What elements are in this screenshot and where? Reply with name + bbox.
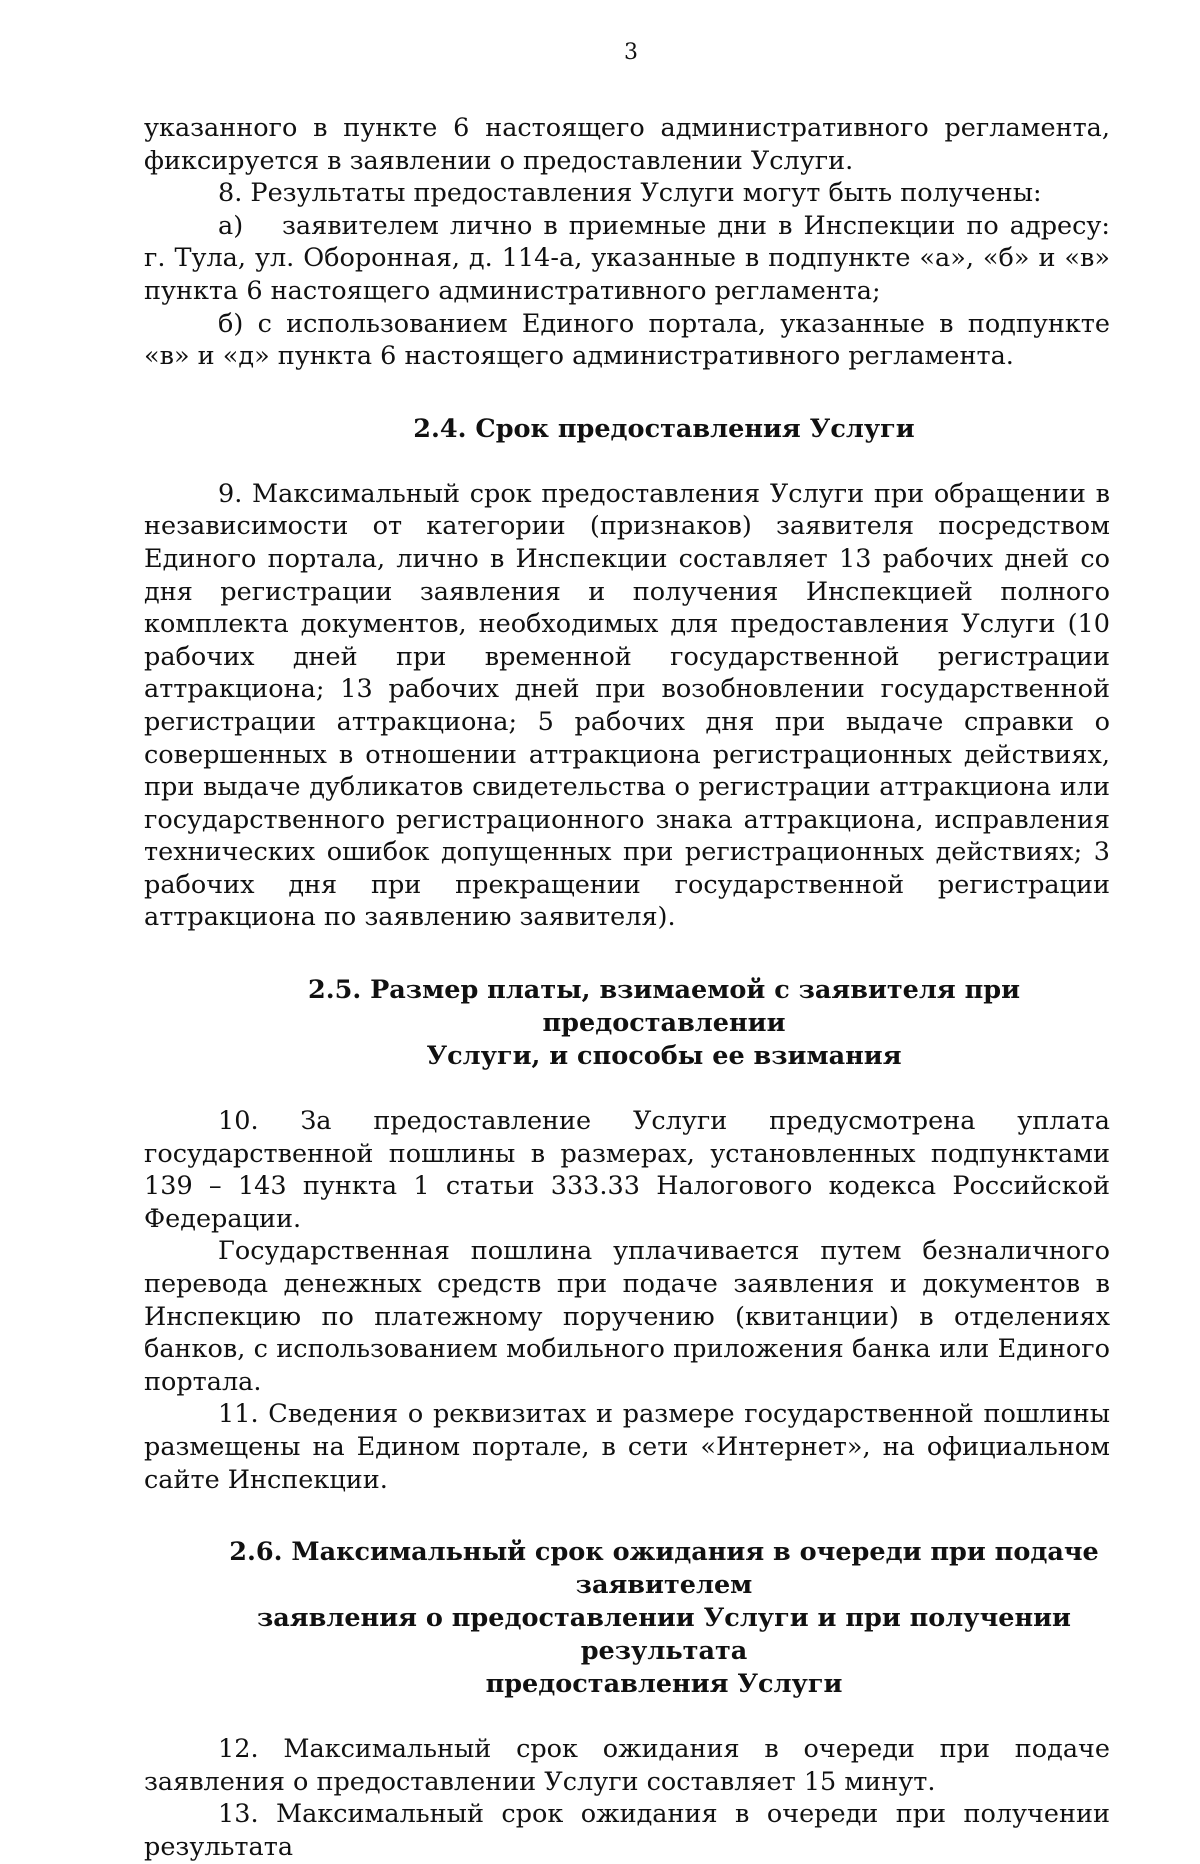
heading-line: предоставления Услуги [485, 1669, 843, 1700]
list-item-text: заявителем лично в приемные дни в Инспекции по адресу: г. Тула, ул. Оборонная, д. 114-а, указанные в подпункте «а», «б» и «в» пункта 6 настоящего административного регламента; [144, 210, 1110, 306]
paragraph: Государственная пошлина уплачивается путем безналичного перевода денежных средств при подаче заявления и документов в Инспекцию по платежному поручению (квитанции) в отделениях банков, с использованием мобильного приложения банка или Единого портала. [144, 1236, 1110, 1397]
section-heading-2-4: 2.4. Срок предоставления Услуги [413, 413, 915, 444]
heading-line: 2.6. Максимальный срок ожидания в очереди при подаче заявителем [229, 1537, 1099, 1601]
list-item-b: б) с использованием Единого портала, указанные в подпункте «в» и «д» пункта 6 настоящего административного регламента. [144, 308, 1110, 372]
heading-line: Услуги, и способы ее взимания [426, 1041, 902, 1072]
section-heading-2-5 [144, 974, 1110, 1073]
paragraph-item-10: 10. За предоставление Услуги предусмотрена уплата государственной пошлины в размерах, установленных подпунктами 139 – 143 пункта 1 статьи 333.33 Налогового кодекса Российской Федерации. [144, 1106, 1110, 1234]
paragraph: указанного в пункте 6 настоящего административного регламента, фиксируется в заявлении о предоставлении Услуги. [144, 113, 1110, 176]
paragraph-item-9: 9. Максимальный срок предоставления Услуги при обращении в независимости от категории (признаков) заявителя посредством Единого портала, лично в Инспекции составляет 13 рабочих дней со дня регистрации заявления и получения Инспекцией полного комплекта документов, необходимых для предоставления Услуги (10 рабочих дней при временной государственной регистрации аттракциона; 13 рабочих дней при возобновлении государственной регистрации аттракциона; 5 рабочих дня при выдаче справки о совершенных в отношении аттракциона регистрационных действиях, при выдаче дубликатов свидетельства о регистрации аттракциона или государственного регистрационного знака аттракциона, исправления технических ошибок допущенных при регистрационных действиях; 3 рабочих дня при прекращении государственной регистрации аттракциона по заявлению заявителя). [144, 478, 1110, 933]
section-heading-2-6 [144, 1536, 1110, 1701]
heading-line: заявления о предоставлении Услуги и при получении результата [257, 1603, 1071, 1667]
heading-line: 2.5. Размер платы, взимаемой с заявителя при предоставлении [307, 975, 1020, 1039]
paragraph-item-13: 13. Максимальный срок ожидания в очереди при получении результата [144, 1799, 1110, 1862]
document-body [144, 112, 1110, 1864]
list-marker: а) [218, 210, 244, 241]
paragraph-item-8: 8. Результаты предоставления Услуги могут быть получены: [218, 178, 1042, 209]
list-item-a [144, 210, 1110, 308]
page-number: 3 [624, 40, 638, 65]
paragraph-item-12: 12. Максимальный срок ожидания в очереди при подаче заявления о предоставлении Услуги составляет 15 минут. [144, 1734, 1110, 1797]
paragraph-item-11: 11. Сведения о реквизитах и размере государственной пошлины размещены на Едином портале, в сети «Интернет», на официальном сайте Инспекции. [144, 1399, 1110, 1495]
